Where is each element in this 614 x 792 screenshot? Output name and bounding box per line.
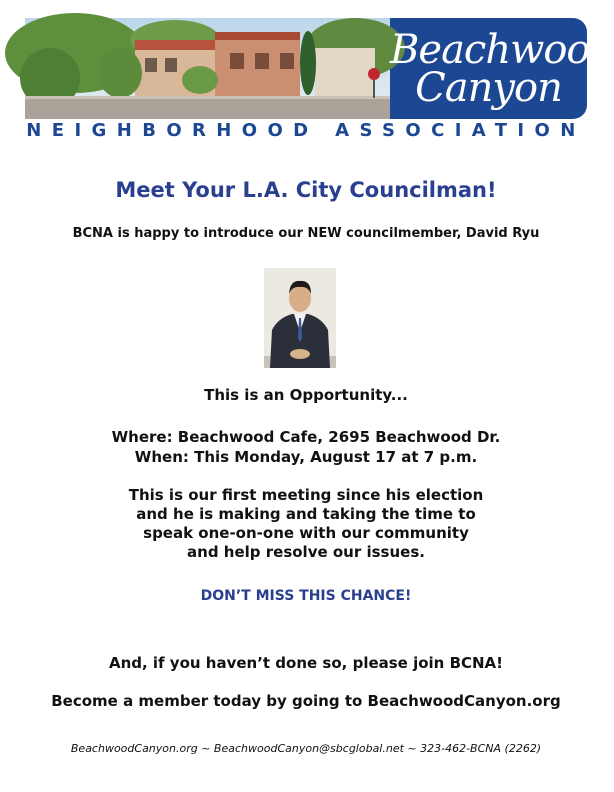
page-title: Meet Your L.A. City Councilman! xyxy=(115,178,497,202)
opportunity-heading: This is an Opportunity... xyxy=(204,386,408,404)
footer-contact: BeachwoodCanyon.org ~ BeachwoodCanyon@sbcglobal.net ~ 323-462-BCNA (2262) xyxy=(70,742,542,755)
description-line: and help resolve our issues. xyxy=(187,543,425,561)
description-line: speak one-on-one with our community xyxy=(143,524,469,542)
logo-line-canyon: Canyon xyxy=(415,65,562,111)
street-scene-photo xyxy=(25,18,390,119)
councilmember-portrait xyxy=(264,268,336,368)
event-time: When: This Monday, August 17 at 7 p.m. xyxy=(134,448,478,466)
association-subtitle: NEIGHBORHOOD ASSOCIATION xyxy=(26,120,586,141)
intro-text: BCNA is happy to introduce our NEW councilmember, David Ryu xyxy=(72,226,540,241)
membership-text: Become a member today by going to BeachwoodCanyon.org xyxy=(51,692,561,710)
call-to-action: DON’T MISS THIS CHANCE! xyxy=(200,588,412,604)
event-location: Where: Beachwood Cafe, 2695 Beachwood Dr. xyxy=(111,428,501,446)
header-banner xyxy=(25,18,614,119)
description-line: and he is making and taking the time to xyxy=(136,505,476,523)
beachwood-canyon-logo xyxy=(390,18,614,119)
logo-line-beachwood: Beachwood xyxy=(390,27,614,73)
join-text: And, if you haven’t done so, please join BCNA! xyxy=(108,654,504,672)
description-line: This is our first meeting since his election xyxy=(128,486,484,504)
